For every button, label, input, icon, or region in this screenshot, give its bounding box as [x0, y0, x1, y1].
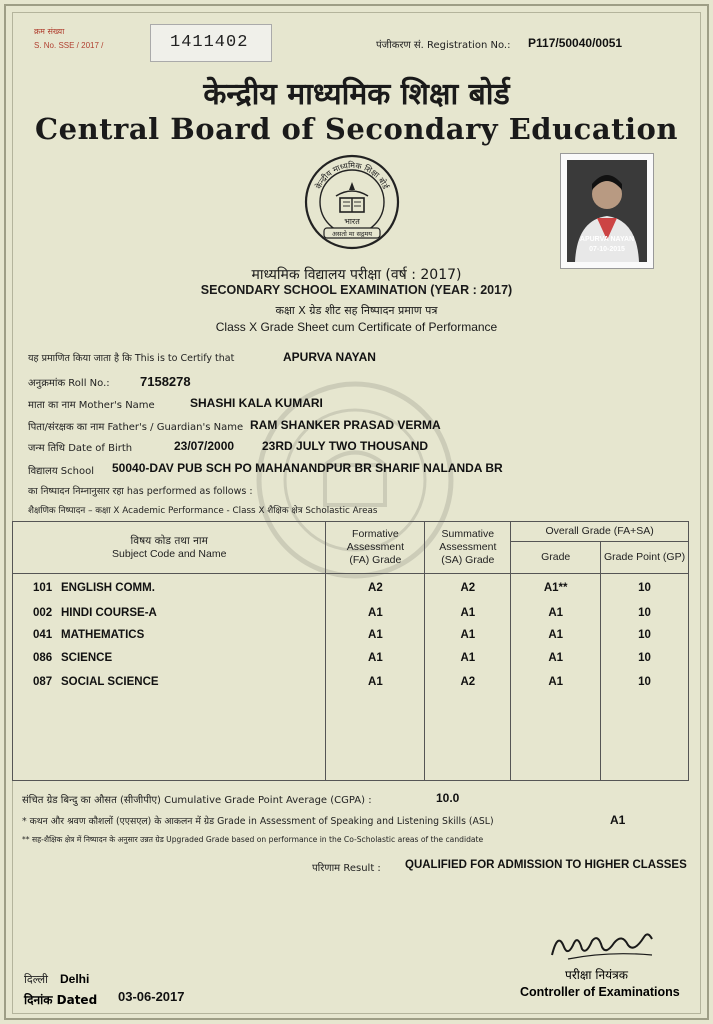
header-sa-line3: (SA) Grade	[441, 554, 495, 566]
header-subject-hi: विषय कोड तथा नाम	[130, 534, 208, 547]
gp-column	[601, 574, 689, 781]
cgpa-label: संचित ग्रेड बिन्दु का औसत (सीजीपीए) Cumulative Grade Point Average (CGPA) :	[22, 795, 372, 806]
grade-point: 10	[638, 629, 651, 641]
student-name: APURVA NAYAN	[283, 350, 376, 364]
header-overall: Overall Grade (FA+SA)	[511, 522, 689, 542]
subject-name: SCIENCE	[61, 652, 113, 664]
mother-name: SHASHI KALA KUMARI	[190, 396, 323, 410]
issue-date: 03-06-2017	[118, 989, 185, 1004]
cgpa-value: 10.0	[436, 791, 460, 805]
header-grade-point: Grade Point (GP)	[601, 542, 689, 574]
sa-grade: A1	[460, 629, 476, 641]
subject-name: MATHEMATICS	[61, 629, 145, 641]
overall-grade: A1	[548, 629, 564, 641]
photo-caption-date: 07-10-2015	[589, 246, 625, 253]
overall-grade: A1	[548, 676, 564, 688]
place-english: Delhi	[60, 972, 90, 986]
serial-label-hi: क्रम संख्या	[34, 27, 65, 36]
subject-row	[33, 652, 325, 668]
header-grade: Grade	[511, 542, 601, 574]
fa-column	[326, 574, 425, 781]
header-subject-en: Subject Code and Name	[112, 547, 227, 560]
fa-grade: A1	[368, 629, 383, 641]
subjects-column	[13, 574, 326, 781]
fa-grade: A1	[368, 607, 383, 619]
header-sa	[425, 522, 511, 574]
sa-grade: A1	[460, 607, 476, 619]
header-sa-line2: Assessment	[439, 541, 497, 553]
emblem-mid-text: भारत	[344, 217, 360, 226]
board-name-hindi: केन्द्रीय माध्यमिक शिक्षा बोर्ड	[203, 77, 510, 112]
exam-title-hindi: माध्यमिक विद्यालय परीक्षा (वर्ष : 2017)	[251, 267, 462, 283]
asl-grade: A1	[610, 813, 626, 827]
roll-label: अनुक्रमांक Roll No.:	[28, 378, 110, 389]
grade-point: 10	[638, 676, 651, 688]
subject-row	[33, 607, 325, 623]
overall-grade: A1	[548, 607, 564, 619]
roll-number: 7158278	[140, 374, 191, 389]
grade-sheet-title-hindi: कक्षा X ग्रेड शीट सह निष्पादन प्रमाण पत्र	[275, 304, 438, 317]
father-label: पिता/संरक्षक का नाम Father's / Guardian's Name	[28, 422, 244, 433]
header-fa-line3: (FA) Grade	[349, 554, 402, 566]
serial-number: 1411402	[170, 33, 249, 52]
subject-code: 002	[33, 607, 53, 619]
grade-column	[511, 574, 601, 781]
subject-row	[33, 676, 325, 692]
emblem-motto: असतो मा सद्गमय	[332, 230, 372, 238]
father-name: RAM SHANKER PRASAD VERMA	[250, 418, 441, 432]
controller-title-hindi: परीक्षा नियंत्रक	[565, 968, 628, 982]
subject-row	[33, 629, 325, 645]
subject-name: HINDI COURSE-A	[61, 607, 157, 619]
place-hindi: दिल्ली	[24, 973, 48, 986]
result-label: परिणाम Result :	[312, 863, 381, 874]
registration-number: P117/50040/0051	[528, 36, 623, 50]
overall-grade: A1	[548, 652, 564, 664]
sa-grade: A1	[460, 652, 476, 664]
dob-in-words: 23RD JULY TWO THOUSAND	[262, 439, 429, 453]
controller-signature	[548, 925, 660, 965]
subject-code: 041	[33, 629, 53, 641]
sa-column	[425, 574, 511, 781]
grade-sheet-title-english: Class X Grade Sheet cum Certificate of Performance	[215, 320, 498, 334]
fa-grade: A1	[368, 652, 383, 664]
subject-code: 086	[33, 652, 53, 664]
upgrade-note: ** सह-शैक्षिक क्षेत्र में निष्पादन के अनुसार उन्नत ग्रेड Upgraded Grade based on performance in the Co-Scholastic areas of the candidate	[22, 835, 484, 844]
academic-label: शैक्षणिक निष्पादन – कक्षा X Academic Performance - Class X शैक्षिक क्षेत्र Scholastic Areas	[28, 506, 378, 516]
header-fa-line1: Formative	[352, 528, 399, 540]
fa-grade: A1	[368, 676, 383, 688]
subject-name: SOCIAL SCIENCE	[61, 676, 159, 688]
dob-value: 23/07/2000	[174, 439, 235, 453]
result-value: QUALIFIED FOR ADMISSION TO HIGHER CLASSES	[405, 859, 687, 871]
exam-title-english: SECONDARY SCHOOL EXAMINATION (YEAR : 2017)	[200, 283, 513, 297]
emblem-top-text: केन्द्रीय माध्यमिक शिक्षा बोर्ड	[314, 160, 391, 191]
asl-label: * कथन और श्रवण कौशलों (एएसएल) के आकलन में ग्रेड Grade in Assessment of Speaking and Listening Skills (ASL)	[22, 816, 494, 827]
school-name: 50040-DAV PUB SCH PO MAHANANDPUR BR SHARIF NALANDA BR	[112, 461, 503, 475]
dated-label: दिनांक Dated	[24, 993, 98, 1007]
performed-label: का निष्पादन निम्नानुसार रहा has performed as follows :	[28, 486, 253, 497]
subject-code: 087	[33, 676, 53, 688]
cbse-emblem	[302, 152, 402, 252]
photo-caption-name: APURVA NAYAN	[579, 236, 635, 243]
header-sa-line1: Summative	[441, 528, 495, 540]
subject-name: ENGLISH COMM.	[61, 582, 155, 594]
student-photo	[567, 160, 647, 262]
grade-point: 10	[638, 652, 651, 664]
registration-label: पंजीकरण सं. Registration No.:	[376, 40, 511, 51]
header-fa-line2: Assessment	[346, 541, 404, 553]
subject-row	[33, 582, 325, 598]
sa-grade: A2	[460, 582, 476, 594]
overall-grade: A1**	[543, 582, 568, 594]
grades-table	[12, 521, 689, 781]
fa-grade: A2	[368, 582, 383, 594]
grade-point: 10	[638, 607, 651, 619]
serial-label-en: S. No. SSE / 2017 /	[34, 41, 104, 50]
certify-label: यह प्रमाणित किया जाता है कि This is to Certify that	[28, 353, 235, 364]
header-subject	[13, 522, 326, 574]
controller-title-english: Controller of Examinations	[520, 985, 680, 999]
sa-grade: A2	[460, 676, 476, 688]
header-fa	[326, 522, 425, 574]
student-photo-frame	[560, 153, 654, 269]
mother-label: माता का नाम Mother's Name	[28, 400, 155, 411]
subject-code: 101	[33, 582, 53, 594]
school-label: विद्यालय School	[28, 466, 94, 477]
board-name-english: Central Board of Secondary Education	[35, 112, 678, 146]
dob-label: जन्म तिथि Date of Birth	[28, 443, 133, 454]
grade-point: 10	[638, 582, 651, 594]
